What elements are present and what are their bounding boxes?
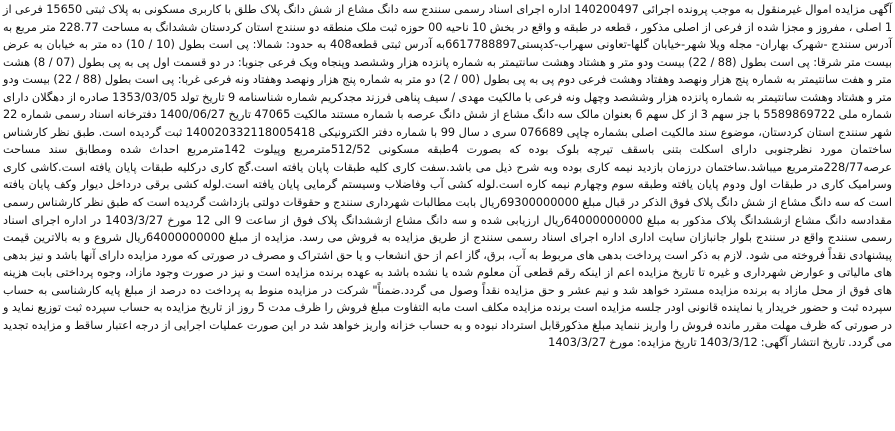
auction-notice-text: آگهی مزایده اموال غیرمنقول به موجب پرونده اجرائی 140200497 اداره اجرای اسناد رسمی سنندج سه دانگ مشاع از شش دانگ پلاک طلق با کاربری مسکونی به پلاک ثبتی 15650 فرعی از 1 اصلی ، مفروز و مجزا شده از فرعی از اصلی مذکور ، قطعه در طبقه و واقع در بخش 10 ناحیه 00 حوزه ثبت ملک منطقه دو سنندج استان کردستان ششدانگ به مساحت 228.77 متر مربع به آدرس سنندج -شهرک بهاران- مجله ویلا شهر-خیابان گلها-تعاونی سهراب-کدپستی6617788897به آدرس ثبتی قطعه408 به حدود: شمالا: پی است بطول (10 / 10) ده متر به خیابان به عرض بیست متر شرقا: پی است بطول (88 / 22) بیست ودو متر و هشتاد وهشت سانتیمتر به شماره پانزده هزار وششصد وپنجاه ویک فرعی جنوبا: در دو قسمت اول پی به پی بطول (07 / 8) هشت متر و هفت سانتیمتر به شماره پنج هزار ونهصد وهفتاد وهشت فرعی دوم پی به پی بطول (00 / 2) دو متر به شماره پنج هزار ونهصد وهفتاد ونه فرعی غربا: پی است بطول (88 / 22) بیست ودو متر و هشتاد وهشت سانتیمتر به شماره پانزده هزار وششصد وچهل ونه فرعی با مالکیت مهدی / سیف پناهی فرزند مجدکریم شماره شناسنامه 9 تاریخ تولد 1353/03/05 صادره از دهگلان دارای شماره ملی 5589869722 با جز سهم 3 از کل سهم 6 بعنوان مالک سه دانگ مشاع از شش دانگ عرصه با شماره مستند مالکیت 47065 تاریخ 1400/06/27 دفترخانه اسناد رسمی شماره 22 شهر سنندج استان کردستان، موضوع سند مالکیت اصلی بشماره چاپی 076689 سری د سال 99 با شماره دفتر الکترونیکی 140020332118005418 ثبت گردیده است. طبق نظر کارشناس ساختمان مورد نظرجنوبی دارای اسکلت بتنی باسقف تیرچه بلوک بوده که بصورت 4طبقه مسکونی 512/52مترمربع وپیلوت 142مترمربع احداث شده ومطابق سند مساحت عرصه228/77مترمربع میباشد.ساختمان درزمان بازدید نیمه کاری بوده وبه شرح ذیل می باشد.سفت کاری کلیه طبقات پایان یافته است.گچ کاری درکلیه طبقات پایان یافته است.کاشی کاری وسرامیک کاری در طبقات اول ودوم پایان یافته وطبقه سوم وچهارم نیمه کاره است.لوله کشی آب وفاضلاب وسیستم گرمایی پایان یافته است.لوله کشی برقی درداخل دیوار وکف پایان یافته است که سه دانگ مشاع از شش دانگ پلاک فوق الذکر در قبال مبلغ 69300000000ریال بابت مطالبات شهرداری سنندج و حقوقات دولتی بازداشت گردیده است که طبق نظر کارشناس رسمی مقدادسه دانگ مشاع ازششدانگ پلاک مذکور به مبلغ 64000000000ریال ارزیابی شده و سه دانگ مشاع ازششدانگ پلاک فوق از ساعت 9 الی 12 مورخ 1403/3/27 در اداره اجرای اسناد رسمی سنندج واقع در سنندج بلوار جانبازان سایت اداری اداره اجرای اسناد رسمی سنندج از طریق مزایده به فروش می رسد. مزایده از مبلغ 64000000000ریال شروع و به بالاترین قیمت پیشنهادی نقداً فروخته می شود. لازم به ذکر است پرداخت بدهی های مربوط به آب، برق، گاز اعم از حق انشعاب و یا حق اشتراک و مصرف در صورتی که مورد مزایده دارای آنها باشد و نیز بدهی های مالیاتی و عوارض شهرداری و غیره تا تاریخ مزایده اعم از اینکه رقم قطعی آن معلوم شده یا نشده باشد به عهده برنده مزایده است و نیز در صورت وجود مازاد، وجوه پرداختی بابت هزینه های فوق از محل مازاد به برنده مزایده مسترد خواهد شد و نیم عشر و حق مزایده نقداً وصول می گردد.ضمناً" شرکت در مزایده منوط به پرداخت ده درصد از مبلغ پایه کارشناسی به حساب سپرده ثبت و حضور خریدار یا نماینده قانونی اودر جلسه مزایده است برنده مزایده مکلف است مابه التفاوت مبلغ فروش را ظرف مدت 5 روز از تاریخ مزایده به حساب سپرده ثبت توزیع نماید و در صورتی که ظرف مهلت مقرر مانده فروش را واریز ننماید مبلغ مذکورقابل استرداد نبوده و به حساب خزانه واریز خواهد شد در این صورت عملیات اجرایی از درجه اعتبار ساقط و مزایده تجدید می گردد. تاریخ انتشار آگهی: 1403/3/12 تاریخ مزایده: مورخ 1403/3/27 xyxy=(3,3,893,350)
